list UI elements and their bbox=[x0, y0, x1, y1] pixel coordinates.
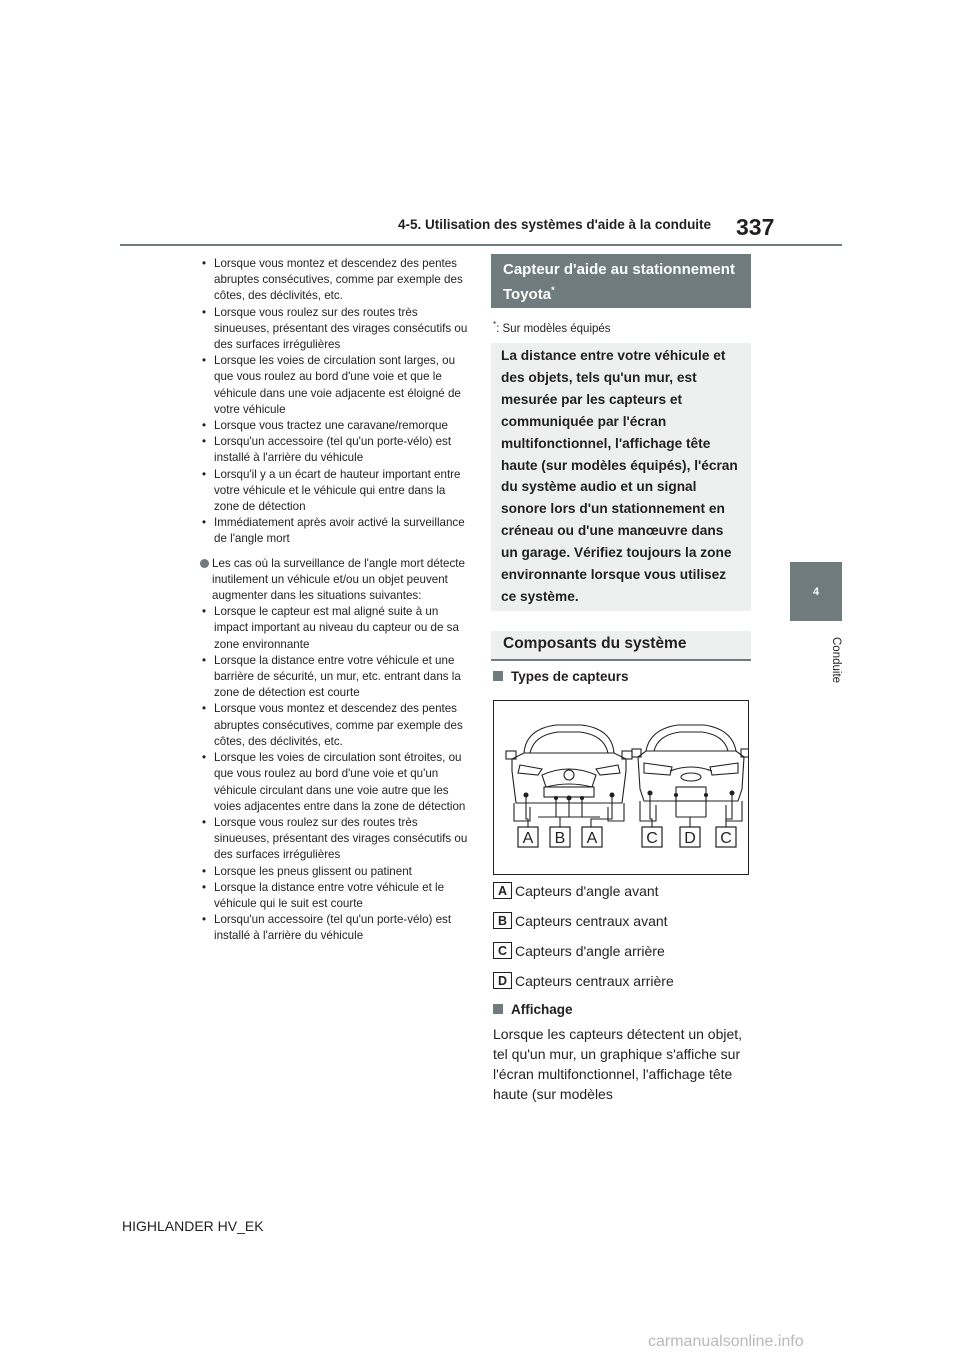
section-title-parking-sensor bbox=[491, 254, 751, 308]
legend-key: C bbox=[493, 942, 512, 959]
square-bullet-icon bbox=[493, 671, 503, 681]
asterisk-mark: * bbox=[551, 285, 555, 295]
bullet-dot-icon: • bbox=[202, 305, 207, 319]
subheading-text: Affichage bbox=[511, 1002, 573, 1017]
legend-item bbox=[493, 942, 665, 959]
bullet-item bbox=[200, 353, 472, 418]
bullet-text: Lorsque vous montez et descendez des pentes abruptes consécutives, comme par exemple des côtes, des déclivités, etc. bbox=[214, 257, 463, 303]
legend-text: Capteurs d'angle arrière bbox=[515, 942, 665, 959]
section-title-components: Composants du système bbox=[491, 631, 751, 661]
bullet-text: Lorsqu'il y a un écart de hauteur important entre votre véhicule et le véhicule qui entre dans la zone de détection bbox=[214, 467, 461, 514]
bullet-dot-icon: • bbox=[202, 435, 207, 449]
legend-text: Capteurs centraux arrière bbox=[515, 972, 674, 989]
circle-bullet-icon bbox=[200, 559, 209, 568]
condition-intro: Les cas où la surveillance de l'angle mort détecte inutilement un véhicule et/ou un objet peuvent augmenter dans les situations suivantes: bbox=[212, 556, 465, 603]
bullet-dot-icon: • bbox=[202, 702, 207, 716]
legend-key: B bbox=[493, 912, 512, 929]
chapter-label: Conduite bbox=[830, 636, 842, 684]
bullet-list-missed-detection bbox=[200, 256, 472, 548]
legend-key: D bbox=[493, 972, 512, 989]
footnote bbox=[493, 320, 611, 335]
bullet-dot-icon: • bbox=[202, 864, 207, 878]
figure-label: B bbox=[554, 830, 566, 847]
figure-label: D bbox=[684, 830, 696, 847]
bullet-dot-icon: • bbox=[202, 913, 207, 927]
bullet-text: Lorsqu'un accessoire (tel qu'un porte-vélo) est installé à l'arrière du véhicule bbox=[214, 435, 452, 465]
intro-box: La distance entre votre véhicule et des objets, tels qu'un mur, est mesurée par les capteurs et communiquée par l'écran multifonctionnel, l'affichage tête haute (sur modèles équipés), l'écran du système audio et un signal sonore lors d'un stationnement en créneau ou d'une manœuvre dans un garage. Vérifiez toujours la zone environnante lorsque vous utilisez ce système. bbox=[491, 343, 751, 611]
header-title: 4-5. Utilisation des systèmes d'aide à la conduite bbox=[398, 217, 712, 232]
bullet-dot-icon: • bbox=[202, 257, 207, 270]
bullet-text: Lorsque vous roulez sur des routes très sinueuses, présentant des virages consécutifs ou des surfaces irrégulières bbox=[214, 815, 468, 862]
figure-label: A bbox=[586, 830, 598, 847]
page-number: 337 bbox=[736, 214, 775, 240]
display-paragraph: Lorsque les capteurs détectent un objet, tel qu'un mur, un graphique s'affiche sur l'écran multifonctionnel, l'affichage tête haute (sur modèles bbox=[493, 1026, 743, 1102]
legend-item bbox=[493, 912, 668, 929]
legend-item bbox=[493, 882, 659, 899]
bullet-dot-icon: • bbox=[202, 419, 207, 433]
bullet-item bbox=[200, 256, 472, 305]
figure-label: C bbox=[646, 830, 658, 847]
left-column bbox=[200, 256, 472, 945]
figure-label: C bbox=[720, 830, 732, 847]
legend-text: Capteurs centraux avant bbox=[515, 912, 668, 929]
bullet-item bbox=[200, 467, 472, 516]
square-bullet-icon bbox=[493, 1004, 503, 1014]
bullet-dot-icon: • bbox=[202, 653, 207, 667]
header-rule bbox=[120, 244, 842, 246]
condition-paragraph bbox=[200, 556, 472, 945]
bullet-item bbox=[200, 515, 472, 547]
bullet-item bbox=[200, 701, 472, 750]
bullet-text: Immédiatement après avoir activé la surveillance de l'angle mort bbox=[214, 516, 465, 546]
chapter-tab[interactable]: 4 bbox=[790, 562, 842, 621]
bullet-dot-icon: • bbox=[202, 815, 207, 829]
bullet-text: Lorsque les pneus glissent ou patinent bbox=[214, 864, 412, 878]
legend-text: Capteurs d'angle avant bbox=[515, 882, 659, 899]
bullet-item bbox=[200, 815, 472, 864]
subheading-display bbox=[493, 1002, 573, 1017]
footnote-text: : Sur modèles équipés bbox=[496, 322, 611, 335]
section-title-text: Capteur d'aide au stationnement Toyota bbox=[503, 261, 735, 303]
bullet-text: Lorsqu'un accessoire (tel qu'un porte-vélo) est installé à l'arrière du véhicule bbox=[214, 913, 452, 943]
sensor-figure bbox=[493, 700, 749, 875]
bullet-text: Lorsque les voies de circulation sont larges, ou que vous roulez au bord d'une voie et que le véhicule dans une voie adjacente est éloigné de votre véhicule bbox=[214, 354, 461, 416]
subheading-text: Types de capteurs bbox=[511, 669, 629, 684]
bullet-text: Lorsque la distance entre votre véhicule et le véhicule qui le suit est courte bbox=[214, 880, 445, 910]
bullet-item bbox=[200, 912, 472, 944]
bullet-text: Lorsque vous roulez sur des routes très sinueuses, présentant des virages consécutifs ou des surfaces irrégulières bbox=[214, 305, 468, 352]
legend-key: A bbox=[493, 882, 512, 899]
bullet-list-false-detection bbox=[200, 604, 472, 944]
bullet-item bbox=[200, 880, 472, 912]
bullet-dot-icon: • bbox=[202, 516, 207, 530]
bullet-item bbox=[200, 604, 472, 653]
footnote-mark: * bbox=[493, 320, 497, 329]
vehicle-illustration bbox=[494, 701, 748, 874]
rear-car-icon bbox=[632, 725, 748, 821]
bullet-dot-icon: • bbox=[202, 605, 207, 619]
bullet-item bbox=[200, 418, 472, 434]
footer-model: HIGHLANDER HV_EK bbox=[122, 1218, 264, 1234]
bullet-text: Lorsque vous montez et descendez des pentes abruptes consécutives, comme par exemple des côtes, des déclivités, etc. bbox=[214, 702, 463, 748]
bullet-dot-icon: • bbox=[202, 880, 207, 894]
bullet-dot-icon: • bbox=[202, 354, 207, 368]
figure-label: A bbox=[522, 830, 534, 847]
bullet-item bbox=[200, 653, 472, 702]
bullet-text: Lorsque les voies de circulation sont étroites, ou que vous roulez au bord d'une voie et qu'un véhicule circulant dans une voie autre que les voies adjacentes entre dans la zone de détection bbox=[214, 751, 466, 813]
watermark: carmanualsonline.info bbox=[648, 1333, 804, 1350]
bullet-text: Lorsque vous tractez une caravane/remorque bbox=[214, 419, 448, 433]
bullet-text: Lorsque le capteur est mal aligné suite à un impact important au niveau du capteur ou de sa zone environnante bbox=[214, 605, 459, 651]
bullet-item bbox=[200, 305, 472, 354]
subheading-sensor-types bbox=[493, 669, 629, 684]
bullet-item bbox=[200, 750, 472, 815]
bullet-dot-icon: • bbox=[202, 467, 207, 481]
bullet-text: Lorsque la distance entre votre véhicule et une barrière de sécurité, un mur, etc. entrant dans la zone de détection est courte bbox=[214, 653, 461, 700]
bullet-item bbox=[200, 864, 472, 880]
legend-item bbox=[493, 972, 674, 989]
bullet-dot-icon: • bbox=[202, 751, 207, 765]
bullet-item bbox=[200, 434, 472, 466]
